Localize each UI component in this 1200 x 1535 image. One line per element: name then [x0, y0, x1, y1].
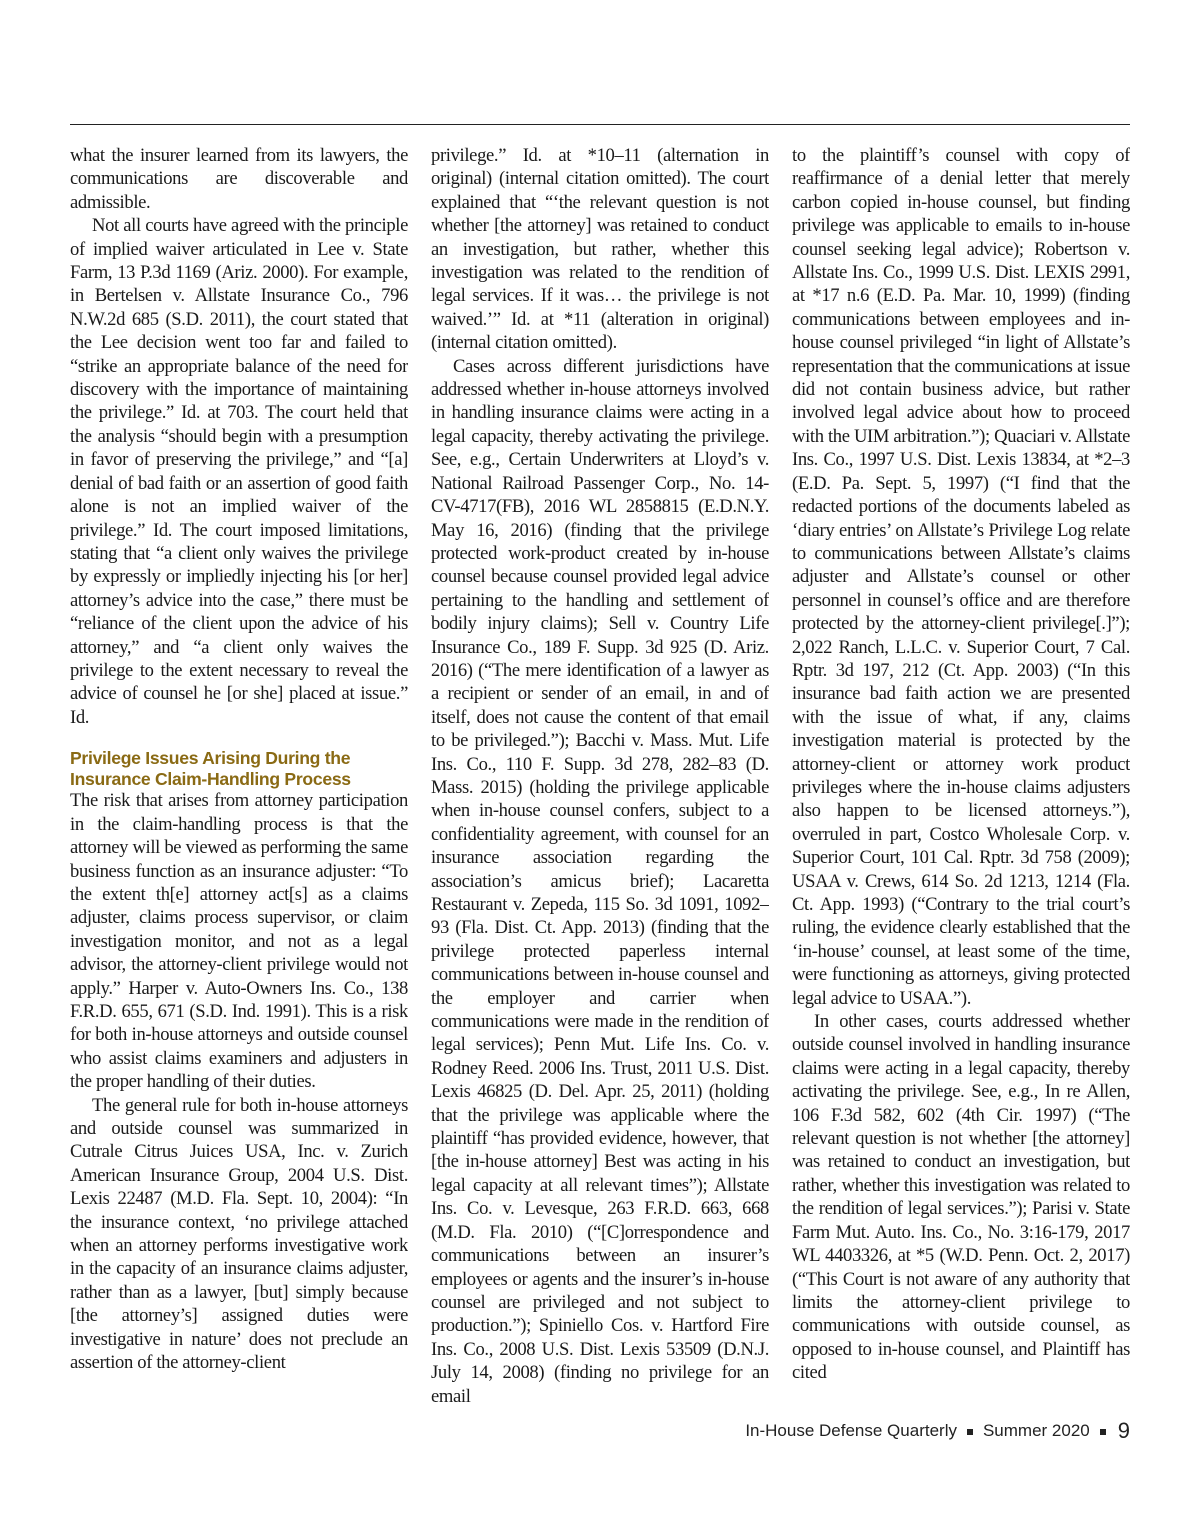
page-footer — [745, 1418, 1130, 1444]
paragraph: to the plaintiff’s counsel with copy of reaffirmance of a denial letter that merely carbon copied in-house counsel, but finding privilege was applicable to emails to in-house counsel seeking legal advice); Robertson v. Allstate Ins. Co., 1999 U.S. Dist. LEXIS 2991, at *17 n.6 (E.D. Pa. Mar. 10, 1999) (finding communications between employees and in-house counsel privileged “in light of Allstate’s representation that the communications at issue did not contain business advice, but rather involved legal advice about how to proceed with the UIM arbitration.”); Quaciari v. Allstate Ins. Co., 1997 U.S. Dist. Lexis 13834, at *2–3 (E.D. Pa. Sept. 5, 1997) (“I find that the redacted portions of the documents labeled as ‘diary entries’ on Allstate’s Privilege Log relate to communications between Allstate’s claims adjuster and Allstate’s counsel or other personnel in counsel’s office and are therefore protected by the attorney-client privilege[.]”); 2,022 Ranch, L.L.C. v. Superior Court, 7 Cal. Rptr. 3d 197, 212 (Ct. App. 2003) (“In this insurance bad faith action we are presented with the issue of what, if any, claims investigation material is protected by the attorney-client or attorney work product privileges where the in-house claims adjusters also happen to be licensed attorneys.”), overruled in part, Costco Wholesale Corp. v. Superior Court, 101 Cal. Rptr. 3d 758 (2009); USAA v. Crews, 614 So. 2d 1213, 1214 (Fla. Ct. App. 1993) (“Contrary to the trial court’s ruling, the evidence clearly established that the ‘in-house’ counsel, at least some of the time, were functioning as attorneys, giving protected legal advice to USAA.”). — [792, 145, 1130, 1009]
paragraph: Cases across different jurisdictions have addressed whether in-house attorneys involved in handling insurance claims were acting in a legal capacity, thereby activating the privilege. See, e.g., Certain Underwriters at Lloyd’s v. National Railroad Passenger Corp., No. 14-CV-4717(FB), 2016 WL 2858815 (E.D.N.Y. May 16, 2016) (finding that the privilege protected work-product created by in-house counsel because counsel provided legal advice pertaining to the handling and settlement of bodily injury claims); Sell v. Country Life Insurance Co., 189 F. Supp. 3d 925 (D. Ariz. 2016) (“The mere identification of a lawyer as a recipient or sender of an email, in and of itself, does not cause the content of that email to be privileged.”); Bacchi v. Mass. Mut. Life Ins. Co., 110 F. Supp. 3d 278, 282–83 (D. Mass. 2015) (holding the privilege applicable when in-house counsel confers, subject to a confidentiality agreement, with counsel for an insurance association regarding the association’s amicus brief); Lacaretta Restaurant v. Zepeda, 115 So. 3d 1091, 1092–93 (Fla. Dist. Ct. App. 2013) (finding that the privilege protected paperless internal communications between in-house counsel and the employer and carrier when communications were made in the rendition of legal services); Penn Mut. Life Ins. Co. v. Rodney Reed. 2006 Ins. Trust, 2011 U.S. Dist. Lexis 46825 (D. Del. Apr. 25, 2011) (holding that the privilege was applicable where the plaintiff “has provided evidence, however, that [the in-house attorney] Best was acting in his legal capacity at all relevant times”); Allstate Ins. Co. v. Levesque, 263 F.R.D. 663, 668 (M.D. Fla. 2010) (“[C]orrespondence and communications between an insurer’s employees or agents and the insurer’s in-house counsel are privileged and not subject to production.”); Spiniello Cos. v. Hartford Fire Ins. Co., 2008 U.S. Dist. Lexis 53509 (D.N.J. July 14, 2008) (finding no privilege for an email — [431, 355, 769, 1407]
section-heading: Privilege Issues Arising During the Insurance Claim-Handling Process — [70, 748, 351, 789]
paragraph: In other cases, courts addressed whether outside counsel involved in handling insurance claims were acting in a legal capacity, thereby activating the privilege. See, e.g., In re Allen, 106 F.3d 582, 602 (4th Cir. 1997) (“The relevant question is not whether [the attorney] was retained to conduct an investigation, but rather, whether this investigation was related to the rendition of legal services.”); Parisi v. State Farm Mut. Auto. Ins. Co., No. 3:16-179, 2017 WL 4403326, at *5 (W.D. Penn. Oct. 2, 2017) (“This Court is not aware of any authority that limits the attorney-client privilege to communications with outside counsel, as opposed to in-house counsel, and Plaintiff has cited — [792, 1011, 1130, 1384]
text-column-3 — [792, 144, 1130, 1444]
paragraph: privilege.” Id. at *10–11 (alternation in original) (internal citation omitted). The court explained that “‘the relevant question is not whether [the attorney] was retained to conduct an investigation, but rather, whether this investigation was related to the rendition of legal services. If it was… the privilege is not waived.’” Id. at *11 (alteration in original) (internal citation omitted). — [431, 145, 769, 354]
square-bullet-icon — [967, 1429, 973, 1435]
issue-date: Summer 2020 — [982, 1421, 1090, 1440]
paragraph: The risk that arises from attorney participation in the claim-handling process is that the attorney will be viewed as performing the same business function as an insurance adjuster: “To the extent th[e] attorney act[s] as a claims adjuster, claims process supervisor, or claim investigation monitor, and not as a legal advisor, the attorney-client privilege would not apply.” Harper v. Auto-Owners Ins. Co., 138 F.R.D. 655, 671 (S.D. Ind. 1991). This is a risk for both in-house attorneys and outside counsel who assist claims examiners and adjusters in the proper handling of their duties. — [70, 790, 408, 1093]
text-column-1 — [70, 144, 408, 1444]
paragraph: Not all courts have agreed with the principle of implied waiver articulated in Lee v. State Farm, 13 P.3d 1169 (Ariz. 2000). For example, in Bertelsen v. Allstate Insurance Co., 796 N.W.2d 685 (S.D. 2011), the court stated that the Lee decision went too far and failed to “strike an appropriate balance of the need for discovery with the importance of maintaining the privilege.” Id. at 703. The court held that the analysis “should begin with a presumption in favor of preserving the privilege,” and “[a] denial of bad faith or an assertion of good faith alone is not an implied waiver of the privilege.” Id. The court imposed limitations, stating that “a client only waives the privilege by expressly or impliedly injecting his [or her] attorney’s advice into the case,” there must be “reliance of the client upon the advice of his attorney,” and “a client only waives the privilege to the extent necessary to reveal the advice of counsel he [or she] placed at issue.” Id. — [70, 215, 408, 728]
publication-name: In-House Defense Quarterly — [745, 1421, 957, 1440]
page-number: 9 — [1117, 1418, 1130, 1443]
paragraph: what the insurer learned from its lawyers, the communications are discoverable and admissible. — [70, 145, 408, 213]
paragraph: The general rule for both in-house attorneys and outside counsel was summarized in Cutrale Citrus Juices USA, Inc. v. Zurich American Insurance Group, 2004 U.S. Dist. Lexis 22487 (M.D. Fla. Sept. 10, 2004): “In the insurance context, ‘no privilege attached when an attorney performs investigative work in the capacity of an insurance claims adjuster, rather than as a lawyer, [but] simply because [the attorney’s] assigned duties were investigative in nature’ does not preclude an assertion of the attorney-client — [70, 1094, 408, 1374]
top-rule — [70, 124, 1130, 125]
text-column-2 — [431, 144, 769, 1444]
square-bullet-icon — [1100, 1429, 1106, 1435]
